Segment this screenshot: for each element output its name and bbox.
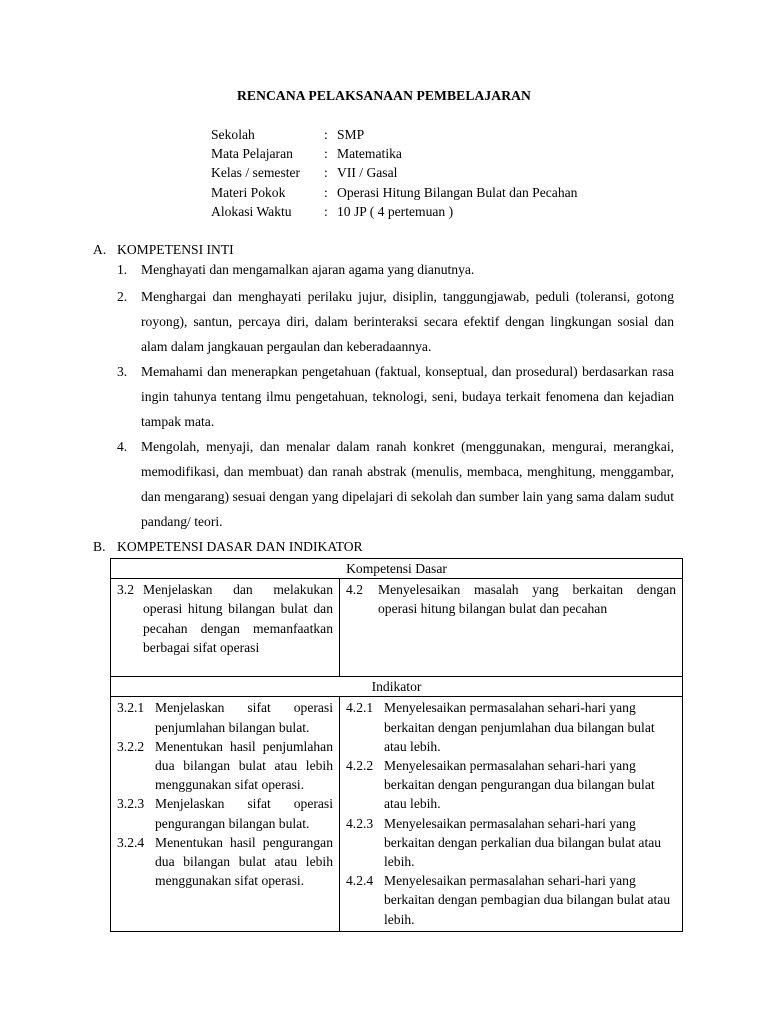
indikator-text: Menjelaskan sifat operasi penjumlahan bilangan bulat. xyxy=(155,700,333,735)
info-colon: : xyxy=(324,127,328,142)
info-value: SMP xyxy=(337,127,365,142)
kd-right-cell xyxy=(340,579,683,677)
kd-text: Menyelesaikan masalah yang berkaitan dengan operasi hitung bilangan bulat dan pecahan xyxy=(378,582,677,617)
indikator-number: 3.2.3 xyxy=(117,796,145,812)
indikator-number: 3.2.1 xyxy=(117,700,145,716)
info-colon: : xyxy=(324,146,328,162)
list-number: 4. xyxy=(117,439,128,454)
info-row-mata-pelajaran xyxy=(211,144,577,163)
kd-number: 3.2 xyxy=(117,582,134,598)
list-item xyxy=(117,434,674,534)
indikator-text: Menentukan hasil pengurangan dua bilangan bulat atau lebih menggunakan sifat operasi. xyxy=(155,834,333,889)
info-value: 10 JP ( 4 pertemuan ) xyxy=(337,203,454,219)
kd-text: Menjelaskan dan melakukan operasi hitung bilangan bulat dan pecahan dengan memanfaatkan berbagai sifat operasi xyxy=(143,582,333,655)
info-value: Matematika xyxy=(337,146,402,162)
info-row-alokasi-waktu xyxy=(211,202,577,221)
table-row xyxy=(111,677,683,697)
kd-left-cell xyxy=(111,579,340,677)
list-number: 3. xyxy=(117,364,128,379)
indikator-item xyxy=(346,756,676,814)
list-text: Mengolah, menyaji, dan menalar dalam ranah konkret (menggunakan, mengurai, merangkai, memodifikasi, dan membuat) dan ranah abstrak (menulis, membaca, menghitung, menggambar, dan mengarang) sesuai dengan yang dipelajari di sekolah dan sumber lain yang sama dalam sudut pandang/ teori. xyxy=(141,439,674,529)
section-a-heading xyxy=(93,241,234,259)
list-item xyxy=(117,260,674,279)
table-row xyxy=(111,579,683,677)
info-label: Materi Pokok xyxy=(211,184,286,200)
info-colon: : xyxy=(324,184,328,200)
indikator-item xyxy=(117,833,333,891)
indikator-header: Indikator xyxy=(111,677,683,697)
indikator-number: 4.2.2 xyxy=(346,758,374,774)
kd-header: Kompetensi Dasar xyxy=(111,559,683,579)
indikator-text: Menjelaskan sifat operasi pengurangan bilangan bulat. xyxy=(155,796,333,831)
section-title: KOMPETENSI INTI xyxy=(117,242,234,257)
indikator-item xyxy=(117,794,333,832)
indikator-left-cell xyxy=(111,697,340,931)
kompetensi-inti-list xyxy=(117,260,674,534)
indikator-number: 4.2.1 xyxy=(346,700,374,716)
table-row xyxy=(111,559,683,579)
indikator-right-cell xyxy=(340,697,683,931)
section-b-heading xyxy=(93,538,363,556)
indikator-item xyxy=(346,698,676,756)
list-text: Menghargai dan menghayati perilaku jujur, disiplin, tanggungjawab, peduli (toleransi, gotong royong), santun, percaya diri, dalam berinteraksi secara efektif dengan lingkungan sosial dan alam dalam jangkauan pergaulan dan keberadaannya. xyxy=(141,289,674,354)
info-row-kelas-semester xyxy=(211,163,577,182)
info-value: VII / Gasal xyxy=(337,165,398,181)
indikator-text: Menentukan hasil penjumlahan dua bilangan bulat atau lebih menggunakan sifat operasi. xyxy=(155,738,333,793)
document-title: RENCANA PELAKSANAAN PEMBELAJARAN xyxy=(237,88,531,103)
list-number: 1. xyxy=(117,262,128,277)
info-label: Alokasi Waktu xyxy=(211,203,292,219)
indikator-text: Menyelesaikan permasalahan sehari-hari yang berkaitan dengan pembagian dua bilangan bulat atau lebih. xyxy=(384,873,671,927)
indikator-item xyxy=(117,737,333,795)
indikator-text: Menyelesaikan permasalahan sehari-hari yang berkaitan dengan pengurangan dua bilangan bulat atau lebih. xyxy=(384,758,655,812)
info-label: Kelas / semester xyxy=(211,165,301,181)
info-row-materi-pokok xyxy=(211,183,577,202)
indikator-number: 3.2.2 xyxy=(117,738,145,754)
kompetensi-dasar-table xyxy=(110,558,683,932)
indikator-number: 4.2.3 xyxy=(346,815,374,831)
list-number: 2. xyxy=(117,289,128,304)
indikator-text: Menyelesaikan permasalahan sehari-hari yang berkaitan dengan perkalian dua bilangan bulat atau lebih. xyxy=(384,815,662,870)
indikator-item xyxy=(346,871,676,929)
kd-number: 4.2 xyxy=(346,582,363,598)
indikator-number: 3.2.4 xyxy=(117,834,145,850)
indikator-item xyxy=(346,814,676,872)
info-colon: : xyxy=(324,165,328,181)
list-item xyxy=(117,284,674,359)
list-item xyxy=(117,359,674,434)
info-block xyxy=(211,125,577,221)
info-row-sekolah xyxy=(211,125,577,144)
list-text: Menghayati dan mengamalkan ajaran agama yang dianutnya. xyxy=(141,262,475,277)
kd-item xyxy=(346,580,676,618)
kd-item xyxy=(117,580,333,657)
indikator-text: Menyelesaikan permasalahan sehari-hari yang berkaitan dengan penjumlahan dua bilangan bulat atau lebih. xyxy=(384,700,655,754)
info-colon: : xyxy=(324,203,328,219)
info-value: Operasi Hitung Bilangan Bulat dan Pecahan xyxy=(337,184,578,200)
info-label: Sekolah xyxy=(211,127,255,142)
info-label: Mata Pelajaran xyxy=(211,146,293,162)
indikator-item xyxy=(117,698,333,736)
table-row xyxy=(111,697,683,931)
section-title: KOMPETENSI DASAR DAN INDIKATOR xyxy=(117,539,363,554)
section-letter: A. xyxy=(93,242,107,257)
section-letter: B. xyxy=(93,539,106,554)
list-text: Memahami dan menerapkan pengetahuan (faktual, konseptual, dan prosedural) berdasarkan rasa ingin tahunya tentang ilmu pengetahuan, teknologi, seni, budaya terkait fenomena dan kejadian tampak mata. xyxy=(141,364,674,429)
indikator-number: 4.2.4 xyxy=(346,873,374,889)
